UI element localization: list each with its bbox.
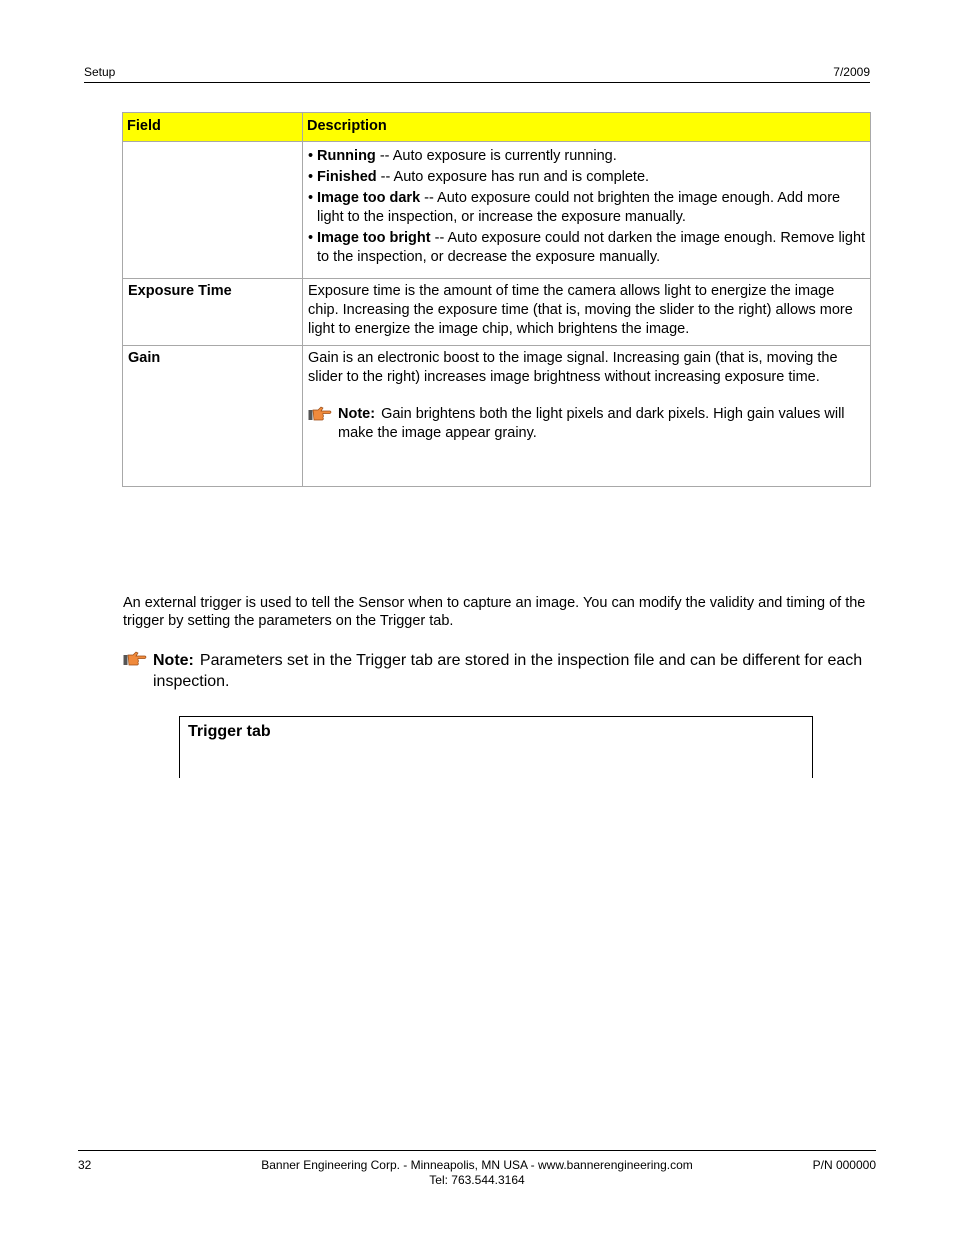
table-header-row xyxy=(123,113,871,142)
table-row xyxy=(123,142,871,279)
header-section: Setup xyxy=(84,65,116,79)
description-cell xyxy=(303,346,871,487)
figure-caption: Trigger tab xyxy=(188,723,271,740)
table-row xyxy=(123,279,871,346)
header-date: 7/2009 xyxy=(833,65,870,79)
field-cell: Exposure Time xyxy=(123,279,303,346)
field-description-table xyxy=(122,112,871,487)
list-item: • Finished -- Auto exposure has run and is complete. xyxy=(308,169,650,185)
field-cell: Gain xyxy=(123,346,303,487)
trigger-intro-paragraph: An external trigger is used to tell the Sensor when to capture an image. You can modify the validity and timing of the trigger by setting the parameters on the Trigger tab. xyxy=(123,595,866,629)
page-number: 32 xyxy=(78,1158,92,1172)
list-item: • Image too bright -- Auto exposure could not darken the image enough. Remove light to the inspection, or decrease the exposure manually. xyxy=(308,230,866,265)
pointing-hand-icon xyxy=(308,405,338,443)
trigger-note: Note: Parameters set in the Trigger tab are stored in the inspection file and can be different for each inspection. xyxy=(123,650,873,692)
description-cell xyxy=(303,142,871,279)
part-number: P/N 000000 xyxy=(812,1158,876,1172)
footer-company xyxy=(0,1158,954,1188)
trigger-tab-figure xyxy=(179,716,813,778)
footer-line-1: Banner Engineering Corp. - Minneapolis, MN USA - www.bannerengineering.com xyxy=(261,1158,693,1172)
header-rule xyxy=(84,82,870,83)
description-cell: Exposure time is the amount of time the camera allows light to energize the image chip. Increasing the exposure time (that is, moving the slider to the right) allows more light to energize the image chip, which brightens the image. xyxy=(303,279,871,346)
column-header-description: Description xyxy=(303,113,871,142)
gain-description: Gain is an electronic boost to the image signal. Increasing gain (that is, moving the slider to the right) increases image brightness without increasing exposure time. xyxy=(308,350,838,385)
footer-rule xyxy=(78,1150,876,1151)
field-cell xyxy=(123,142,303,279)
list-item: • Image too dark -- Auto exposure could not brighten the image enough. Add more light to the inspection, or increase the exposure manually. xyxy=(308,190,841,225)
footer-line-2: Tel: 763.544.3164 xyxy=(429,1173,525,1187)
column-header-field: Field xyxy=(123,113,303,142)
pointing-hand-icon xyxy=(123,650,153,692)
gain-note: Note: Gain brightens both the light pixels and dark pixels. High gain values will make the image appear grainy. xyxy=(308,405,866,443)
table-row xyxy=(123,346,871,487)
list-item: • Running -- Auto exposure is currently running. xyxy=(308,148,617,164)
